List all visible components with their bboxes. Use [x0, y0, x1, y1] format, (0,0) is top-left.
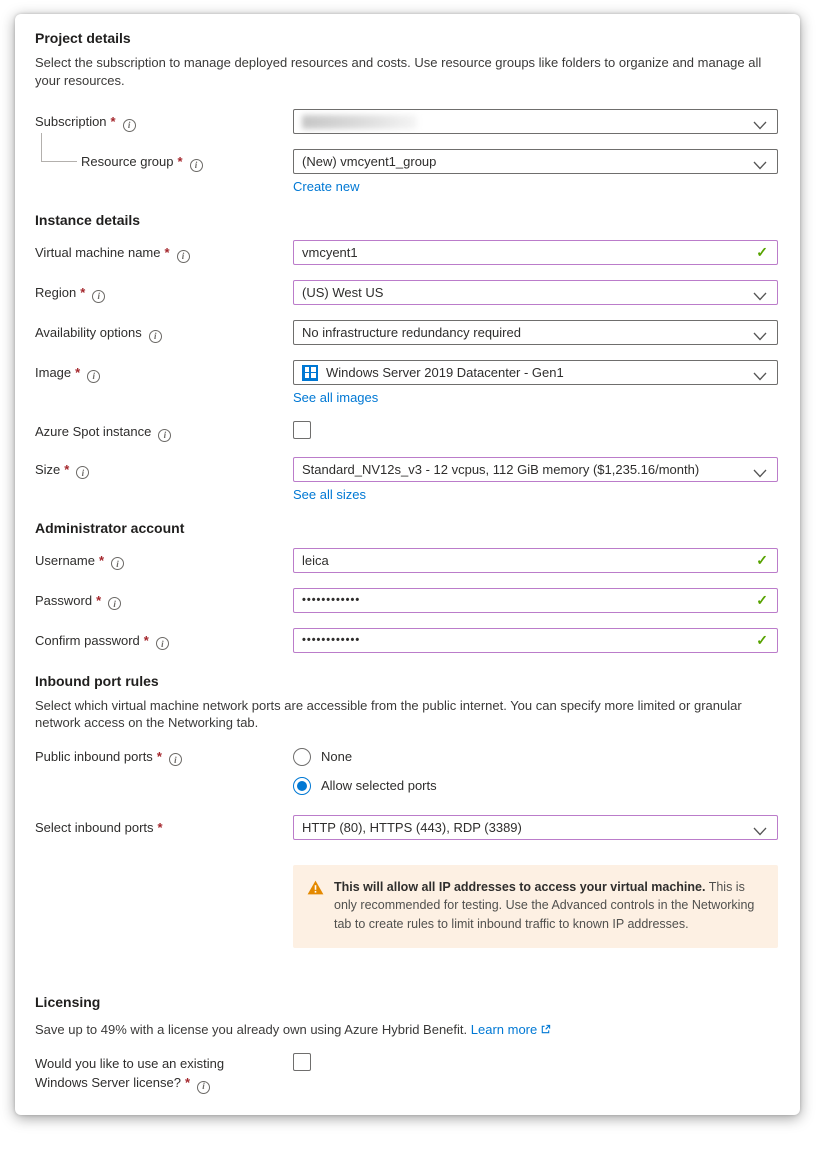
info-icon[interactable]: i	[169, 753, 182, 766]
info-icon[interactable]: i	[76, 466, 89, 479]
info-icon[interactable]: i	[156, 637, 169, 650]
chevron-down-icon	[753, 158, 767, 173]
valid-checkmark-icon: ✓	[756, 551, 768, 568]
confirm-password-input[interactable]: •••••••••••• ✓	[293, 628, 778, 653]
existing-license-checkbox[interactable]	[293, 1053, 311, 1071]
radio-none-label: None	[321, 749, 353, 765]
learn-more-link[interactable]: Learn more	[470, 1021, 538, 1037]
chevron-down-icon	[753, 824, 767, 839]
radio-allow-label: Allow selected ports	[321, 778, 437, 794]
required-asterisk: *	[110, 114, 116, 130]
required-asterisk: *	[143, 632, 149, 648]
subscription-dropdown[interactable]	[293, 109, 778, 134]
resource-group-label: Resource group * i	[35, 149, 293, 172]
resource-group-row	[35, 149, 778, 196]
size-dropdown[interactable]: Standard_NV12s_v3 - 12 vcpus, 112 GiB memory ($1,235.16/month)	[293, 457, 778, 482]
username-input[interactable]: leica ✓	[293, 548, 778, 573]
radio-unselected-icon[interactable]	[293, 748, 311, 766]
public-inbound-ports-row	[35, 748, 778, 795]
tree-elbow-connector	[41, 133, 77, 162]
create-vm-form-card	[15, 14, 800, 1115]
existing-license-label: Would you like to use an existing Windows Server license? * i	[35, 1051, 293, 1094]
vm-name-input[interactable]: vmcyent1 ✓	[293, 240, 778, 265]
required-asterisk: *	[177, 154, 183, 170]
subscription-row	[35, 109, 778, 134]
vm-name-label: Virtual machine name * i	[35, 240, 293, 263]
confirm-password-label: Confirm password * i	[35, 628, 293, 651]
size-label: Size * i	[35, 457, 293, 480]
spot-instance-checkbox[interactable]	[293, 421, 311, 439]
info-icon[interactable]: i	[123, 119, 136, 132]
radio-option-allow-selected-ports[interactable]	[293, 777, 778, 795]
username-row	[35, 548, 778, 573]
region-row	[35, 280, 778, 305]
info-icon[interactable]: i	[87, 370, 100, 383]
info-icon[interactable]: i	[111, 557, 124, 570]
info-icon[interactable]: i	[197, 1081, 210, 1094]
external-link-icon	[540, 1023, 551, 1038]
warning-triangle-icon	[307, 878, 324, 934]
spot-instance-label: Azure Spot instance i	[35, 419, 293, 442]
password-input[interactable]: •••••••••••• ✓	[293, 588, 778, 613]
region-dropdown[interactable]: (US) West US	[293, 280, 778, 305]
see-all-sizes-link[interactable]: See all sizes	[293, 486, 366, 502]
ip-access-warning-banner	[293, 865, 778, 948]
spot-instance-row	[35, 419, 778, 442]
select-inbound-ports-row	[35, 815, 778, 840]
vm-name-row	[35, 240, 778, 265]
existing-license-row	[35, 1051, 778, 1094]
image-dropdown[interactable]: Windows Server 2019 Datacenter - Gen1	[293, 360, 778, 385]
availability-label: Availability options i	[35, 320, 293, 343]
licensing-description: Save up to 49% with a license you already own using Azure Hybrid Benefit. Learn more	[35, 1022, 778, 1038]
chevron-down-icon	[753, 118, 767, 133]
inbound-port-rules-description: Select which virtual machine network ports are accessible from the public internet. You can specify more limited or granular network access on the Networking tab.	[35, 697, 742, 731]
section-title-inbound-port-rules: Inbound port rules	[35, 672, 159, 689]
radio-selected-icon[interactable]	[293, 777, 311, 795]
warning-row	[35, 865, 778, 948]
required-asterisk: *	[75, 365, 81, 381]
section-title-administrator-account: Administrator account	[35, 519, 185, 536]
section-title-instance-details: Instance details	[35, 212, 141, 229]
chevron-down-icon	[753, 289, 767, 304]
size-row	[35, 457, 778, 504]
availability-row	[35, 320, 778, 345]
chevron-down-icon	[753, 369, 767, 384]
required-asterisk: *	[157, 819, 163, 835]
info-icon[interactable]: i	[158, 429, 171, 442]
required-asterisk: *	[64, 461, 70, 477]
valid-checkmark-icon: ✓	[756, 244, 768, 261]
see-all-images-link[interactable]: See all images	[293, 390, 379, 406]
required-asterisk: *	[164, 245, 170, 261]
password-row	[35, 588, 778, 613]
image-row	[35, 360, 778, 407]
region-label: Region * i	[35, 280, 293, 303]
required-asterisk: *	[80, 285, 86, 301]
resource-group-dropdown[interactable]: (New) vmcyent1_group	[293, 149, 778, 174]
valid-checkmark-icon: ✓	[756, 591, 768, 608]
valid-checkmark-icon: ✓	[756, 631, 768, 648]
image-label: Image * i	[35, 360, 293, 383]
subscription-label: Subscription * i	[35, 109, 293, 132]
section-title-project-details: Project details	[35, 30, 131, 46]
required-asterisk: *	[184, 1075, 191, 1091]
info-icon[interactable]: i	[92, 290, 105, 303]
public-inbound-ports-label: Public inbound ports * i	[35, 748, 293, 767]
chevron-down-icon	[753, 466, 767, 481]
username-label: Username * i	[35, 548, 293, 571]
required-asterisk: *	[156, 748, 162, 764]
info-icon[interactable]: i	[149, 330, 162, 343]
confirm-password-row	[35, 628, 778, 653]
radio-option-none[interactable]	[293, 748, 778, 766]
info-icon[interactable]: i	[177, 250, 190, 263]
required-asterisk: *	[98, 552, 105, 568]
select-inbound-ports-dropdown[interactable]: HTTP (80), HTTPS (443), RDP (3389)	[293, 815, 778, 840]
chevron-down-icon	[753, 329, 767, 344]
required-asterisk: *	[96, 592, 102, 608]
info-icon[interactable]: i	[108, 597, 121, 610]
select-inbound-ports-label: Select inbound ports *	[35, 819, 163, 835]
info-icon[interactable]: i	[190, 159, 203, 172]
section-title-licensing: Licensing	[35, 993, 101, 1010]
subscription-value-redacted	[302, 115, 417, 129]
create-new-link[interactable]: Create new	[293, 179, 360, 195]
project-details-description: Select the subscription to manage deployed resources and costs. Use resource groups like folders to organize and manage all your resources.	[35, 55, 762, 88]
availability-dropdown[interactable]: No infrastructure redundancy required	[293, 320, 778, 345]
windows-logo-icon	[302, 365, 318, 381]
warning-text: This will allow all IP addresses to access your virtual machine. This is only recommended for testing. Use the Advanced controls in the Networking tab to create rules to limit inbound traffic to known IP addresses.	[334, 879, 755, 932]
password-label: Password * i	[35, 588, 293, 611]
